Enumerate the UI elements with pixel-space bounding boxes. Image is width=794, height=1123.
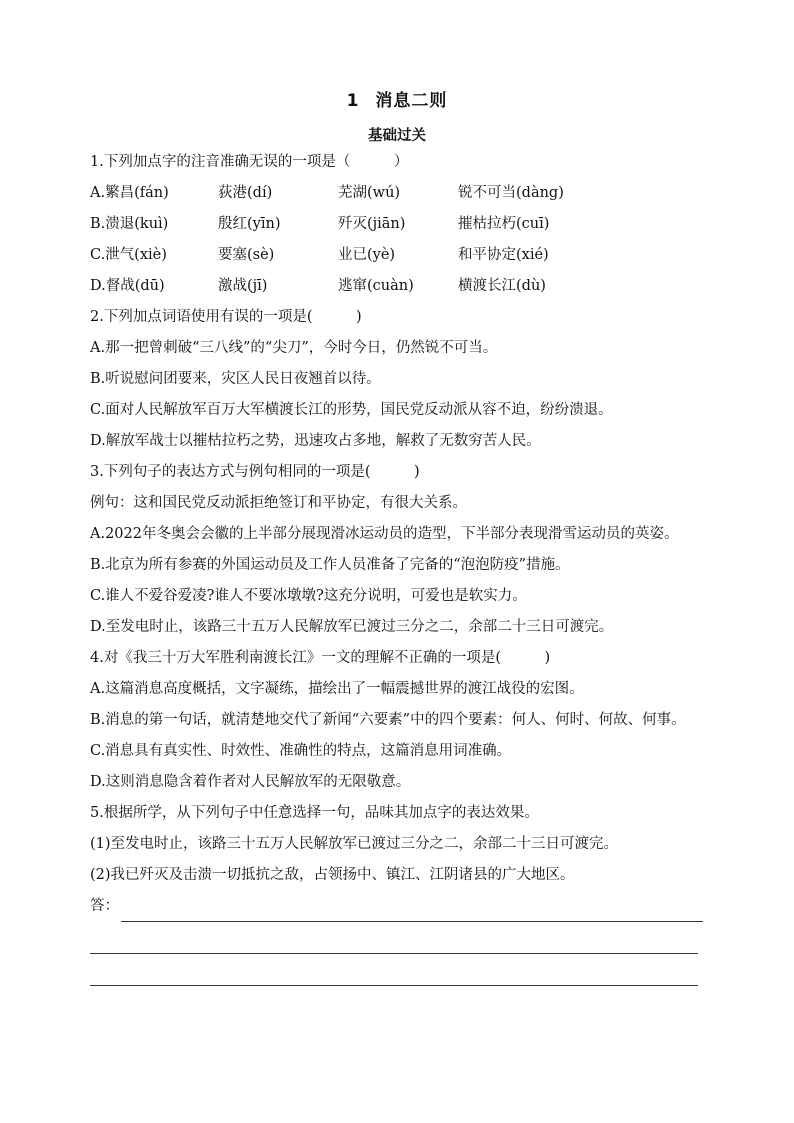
q2-option-a: A.那一把曾刺破“三八线”的“尖刀”，今时今日，仍然锐不可当。 [90,340,498,356]
q1-stem: 1.下列加点字的注音准确无误的一项是（ ） [90,154,409,170]
q1-a-4: 锐不可当(dàng) [458,185,564,201]
q1-a-2: 荻港(dí) [218,185,273,201]
q1-b-1: B.溃退(kuì) [90,216,169,232]
q2-stem: 2.下列加点词语使用有误的一项是( ) [90,309,362,325]
section-heading: 基础过关 [368,128,426,144]
q2-option-d: D.解放军战士以摧枯拉朽之势，迅速攻占多地，解救了无数穷苦人民。 [90,433,541,449]
q1-row-d [90,271,720,302]
q1-row-a [90,178,720,209]
q3-stem: 3.下列句子的表达方式与例句相同的一项是( ) [90,464,420,480]
q1-d-3: 逃窜(cuàn) [338,278,414,294]
q3-option-c: C.谁人不爱谷爱凌?谁人不要冰墩墩?这充分说明，可爱也是软实力。 [90,588,527,604]
q1-b-4: 摧枯拉朽(cuī) [458,216,550,232]
q1-c-2: 要塞(sè) [218,247,275,263]
q4-option-d: D.这则消息隐含着作者对人民解放军的无限敬意。 [90,774,411,790]
q1-b-2: 殷红(yīn) [218,216,281,232]
q4-option-a: A.这篇消息高度概括，文字凝练，描绘出了一幅震撼世界的渡江战役的宏图。 [90,681,584,697]
q2-option-b: B.听说慰问团要来，灾区人民日夜翘首以待。 [90,371,381,387]
q1-c-3: 业已(yè) [338,247,396,263]
q1-a-3: 芜湖(wú) [338,185,401,201]
answer-line-1[interactable] [121,899,703,922]
answer-row [90,891,720,922]
lesson-title: 消息二则 [375,91,448,111]
q1-c-4: 和平协定(xié) [458,247,549,263]
q3-option-b: B.北京为所有参赛的外国运动员及工作人员准备了完备的“泡泡防疫”措施。 [90,557,570,573]
q3-option-a: A.2022年冬奥会会徽的上半部分展现滑冰运动员的造型，下半部分表现滑雪运动员的英姿。 [90,526,679,542]
q1-a-1: A.繁昌(fán) [90,185,169,201]
q5-item-1: (1)至发电时止，该路三十五万人民解放军已渡过三分之二，余部二十三日可渡完。 [90,836,619,852]
answer-line-3[interactable] [90,954,698,986]
answer-label: 答： [90,898,119,914]
q1-b-3: 歼灭(jiān) [338,216,406,232]
q1-d-4: 横渡长江(dù) [458,278,546,294]
q3-option-d: D.至发电时止，该路三十五万人民解放军已渡过三分之二，余部二十三日可渡完。 [90,619,614,635]
lesson-number: 1 [346,91,360,111]
answer-line-2[interactable] [90,922,698,954]
q1-d-2: 激战(jī) [218,278,268,294]
q2-option-c: C.面对人民解放军百万大军横渡长江的形势，国民党反动派从容不迫，纷纷溃退。 [90,402,613,418]
q5-item-2: (2)我已歼灭及击溃一切抵抗之敌，占领扬中、镇江、江阴诸县的广大地区。 [90,867,575,883]
page-title [0,86,794,111]
q5-stem: 5.根据所学，从下列句子中任意选择一句，品味其加点字的表达效果。 [90,805,539,821]
q1-c-1: C.泄气(xiè) [90,247,167,263]
q1-d-1: D.督战(dū) [90,278,165,294]
question-list [90,147,720,986]
q4-option-b: B.消息的第一句话，就清楚地交代了新闻“六要素”中的四个要素：何人、何时、何故、何事。 [90,712,686,728]
q4-stem: 4.对《我三十万大军胜利南渡长江》一文的理解不正确的一项是( ) [90,650,551,666]
q3-example: 例句：这和国民党反动派拒绝签订和平协定，有很大关系。 [90,495,467,511]
q4-option-c: C.消息具有真实性、时效性、准确性的特点，这篇消息用词准确。 [90,743,512,759]
q1-row-c [90,240,720,271]
q1-row-b [90,209,720,240]
